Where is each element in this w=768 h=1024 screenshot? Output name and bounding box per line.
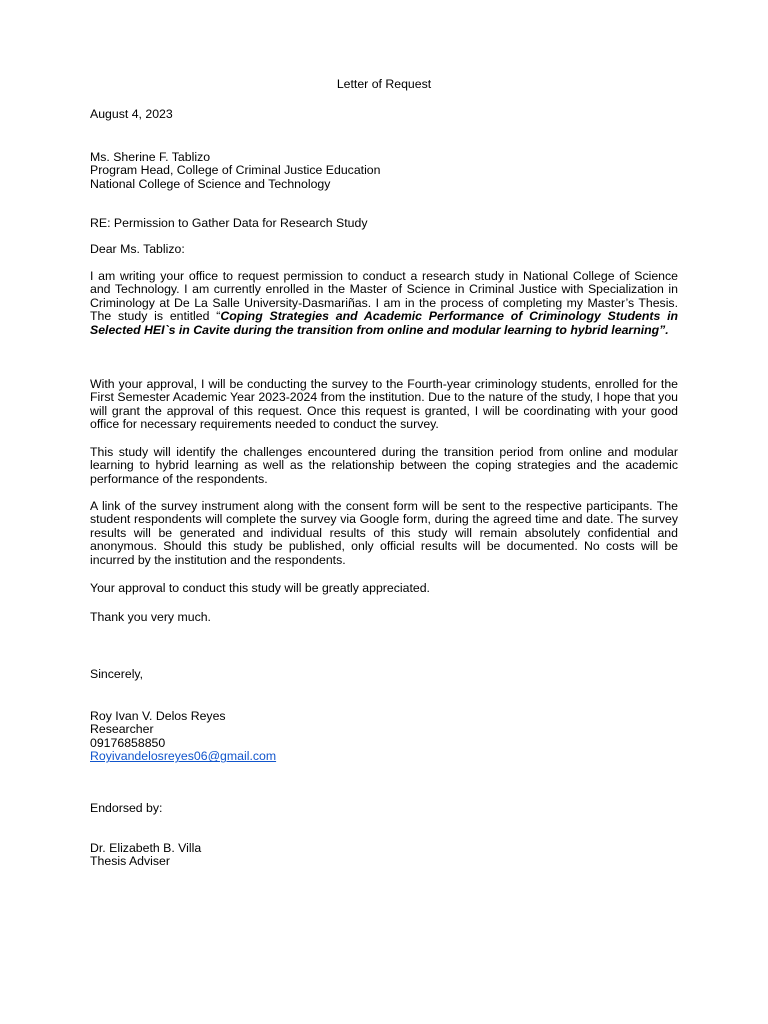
paragraph-intro-text: I am writing your office to request permission to conduct a research study in National College of Science and Technology. I am currently enrolled in the Master of Science in Criminal Justice with Specialization in Criminology at De La Salle University-Dasmariñas. I am in the process of completing my Master’s Thesis. The study is entitled “ xyxy=(90,269,678,324)
endorser-name: Dr. Elizabeth B. Villa xyxy=(90,841,202,855)
recipient-institution: National College of Science and Technology xyxy=(90,176,331,191)
recipient-block xyxy=(90,151,678,191)
paragraph-appreciation: Your approval to conduct this study will be greatly appreciated. xyxy=(90,581,430,595)
paragraph-intro xyxy=(90,270,678,337)
letter-date: August 4, 2023 xyxy=(90,107,173,121)
paragraph-approval: With your approval, I will be conducting the survey to the Fourth-year criminology students, enrolled for the First Semester Academic Year 2023-2024 from the institution. Due to the nature of the study, I hope that you will grant the approval of this request. Once this request is granted, I will be coordinating with your good office for necessary requirements needed to conduct the survey. xyxy=(90,377,678,432)
sender-role: Researcher xyxy=(90,722,154,737)
endorser-block xyxy=(90,842,678,869)
salutation: Dear Ms. Tablizo: xyxy=(90,242,185,256)
letter-title: Letter of Request xyxy=(336,77,432,91)
thanks-line: Thank you very much. xyxy=(90,610,211,624)
study-title: Coping Strategies and Academic Performance of Criminology Students in Selected HEI`s in Cavite during the transition from online and modular learning to hybrid learning”. xyxy=(90,309,678,337)
sender-phone: 09176858850 xyxy=(90,735,166,750)
paragraph-survey: A link of the survey instrument along with the consent form will be sent to the respective participants. The student respondents will complete the survey via Google form, during the agreed time and date. The survey results will be generated and individual results of this study will remain absolutely confidential and anonymous. Should this study be published, only official results will be documented. No costs will be incurred by the institution and the respondents. xyxy=(90,499,678,567)
recipient-name: Ms. Sherine F. Tablizo xyxy=(90,150,211,164)
endorser-role: Thesis Adviser xyxy=(90,854,170,869)
recipient-position: Program Head, College of Criminal Justice Education xyxy=(90,163,381,178)
closing-line: Sincerely, xyxy=(90,667,144,681)
sender-email-link[interactable]: Royivandelosreyes06@gmail.com xyxy=(90,749,277,764)
paragraph-study-purpose: This study will identify the challenges encountered during the transition period from online and modular learning to hybrid learning as well as the relationship between the coping strategies and the academic performance of the respondents. xyxy=(90,445,678,486)
endorsed-label: Endorsed by: xyxy=(90,801,163,815)
sender-name: Roy Ivan V. Delos Reyes xyxy=(90,709,226,723)
subject-line: RE: Permission to Gather Data for Research Study xyxy=(90,216,368,230)
sender-block xyxy=(90,710,678,764)
